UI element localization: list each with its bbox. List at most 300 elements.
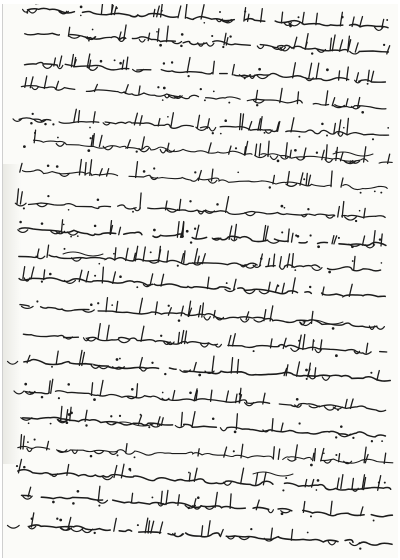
ink-stroke	[113, 272, 116, 284]
ink-dot	[188, 507, 190, 509]
ink-dot	[51, 366, 53, 368]
ink-stroke	[209, 128, 216, 131]
ink-dot	[367, 83, 369, 85]
ink-dot	[235, 147, 237, 149]
ink-stroke	[292, 254, 293, 268]
ink-stroke	[101, 4, 103, 14]
ink-dot	[341, 16, 344, 19]
ink-stroke	[207, 43, 214, 46]
ink-dot	[85, 424, 87, 426]
ink-dot	[305, 369, 308, 372]
ink-dot	[200, 88, 202, 90]
ink-dot	[23, 145, 26, 148]
ink-dot	[298, 422, 300, 424]
ink-stroke	[271, 528, 272, 539]
ink-stroke	[91, 383, 92, 396]
ink-dot	[383, 44, 385, 46]
ink-stroke	[352, 478, 353, 489]
ink-stroke	[208, 119, 210, 128]
ink-dot	[204, 99, 206, 101]
ink-stroke	[322, 150, 324, 159]
ink-dot	[150, 251, 152, 253]
ink-dot	[285, 477, 287, 479]
ink-dot	[298, 340, 300, 342]
ink-stroke	[71, 55, 73, 67]
ink-stroke	[272, 419, 273, 432]
ink-stroke	[34, 140, 393, 163]
handwritten-text-block	[3, 4, 398, 558]
ink-stroke	[28, 10, 36, 13]
ink-stroke	[72, 450, 77, 453]
ink-dot	[156, 31, 158, 33]
ink-dot	[161, 10, 163, 12]
ink-dot	[171, 61, 173, 63]
ink-dot	[63, 224, 65, 226]
ink-dot	[373, 520, 375, 522]
ink-stroke	[47, 245, 49, 257]
ink-dot	[119, 415, 121, 417]
ink-dot	[297, 235, 300, 238]
ink-stroke	[339, 71, 340, 80]
ink-dot	[213, 91, 215, 93]
ink-stroke	[212, 356, 214, 372]
ink-stroke	[228, 336, 231, 346]
ink-stroke	[8, 525, 20, 528]
ink-dot	[114, 59, 116, 61]
ink-dot	[94, 225, 97, 228]
interlinear-stroke	[253, 472, 293, 476]
manuscript-line	[18, 220, 386, 248]
ink-stroke	[292, 233, 294, 242]
ink-stroke	[71, 529, 83, 532]
ink-dot	[198, 374, 201, 377]
ink-stroke	[51, 379, 53, 393]
ink-stroke	[189, 473, 190, 481]
manuscript-line	[15, 406, 386, 442]
ink-dot	[194, 171, 196, 173]
ink-stroke	[346, 99, 348, 107]
ink-stroke	[257, 46, 263, 49]
ink-dot	[113, 253, 115, 255]
ink-stroke	[17, 189, 19, 204]
ink-stroke	[321, 449, 324, 462]
ink-dot	[119, 62, 122, 65]
ink-dot	[41, 222, 44, 225]
ink-dot	[89, 127, 91, 129]
ink-stroke	[139, 86, 140, 94]
ink-dot	[44, 123, 46, 125]
ink-stroke	[179, 199, 181, 210]
ink-dot	[203, 22, 205, 24]
ink-stroke	[377, 327, 385, 330]
ink-stroke	[303, 335, 305, 350]
ink-stroke	[300, 322, 305, 325]
ink-dot	[41, 396, 44, 399]
ink-stroke	[194, 363, 196, 372]
ink-dot	[222, 46, 224, 48]
paper-sheet	[2, 4, 398, 558]
ink-stroke	[56, 144, 64, 147]
ink-stroke	[23, 436, 24, 449]
ink-dot	[167, 116, 169, 118]
ink-stroke	[256, 473, 258, 484]
ink-dot	[309, 286, 311, 288]
ink-stroke	[136, 162, 138, 178]
ink-stroke	[229, 226, 232, 239]
ink-dot	[137, 524, 139, 526]
ink-dot	[194, 228, 196, 230]
ink-dot	[326, 68, 329, 71]
ink-stroke	[256, 500, 259, 510]
ink-stroke	[312, 311, 313, 323]
ink-dot	[24, 383, 27, 386]
ink-dot	[352, 437, 354, 439]
ink-dot	[387, 127, 389, 129]
ink-dot	[340, 425, 343, 428]
ink-dot	[379, 238, 381, 240]
ink-stroke	[114, 466, 117, 478]
ink-stroke	[255, 155, 266, 157]
ink-dot	[228, 102, 230, 104]
ink-dot	[56, 518, 58, 520]
ink-dot	[253, 350, 255, 352]
ink-dot	[355, 220, 357, 222]
ink-stroke	[339, 454, 340, 462]
ink-dot	[23, 466, 26, 469]
ink-dot	[212, 418, 215, 421]
ink-dot	[386, 19, 388, 21]
ink-dot	[310, 464, 313, 467]
ink-stroke	[86, 272, 88, 283]
ink-dot	[94, 275, 96, 277]
ink-dot	[359, 547, 361, 549]
ink-stroke	[280, 257, 282, 267]
ink-dot	[281, 205, 284, 208]
ink-dot	[148, 426, 150, 428]
ink-stroke	[125, 85, 128, 94]
ink-stroke	[248, 14, 249, 21]
ink-stroke	[332, 236, 334, 244]
ink-stroke	[195, 249, 198, 264]
ink-stroke	[22, 306, 34, 308]
ink-dot	[372, 138, 374, 140]
ink-stroke	[226, 391, 228, 402]
ink-stroke	[21, 86, 386, 109]
ink-stroke	[282, 283, 284, 293]
ink-stroke	[23, 9, 30, 12]
ink-dot	[52, 123, 54, 125]
ink-stroke	[355, 43, 358, 52]
ink-dot	[264, 132, 266, 134]
ink-stroke	[107, 325, 109, 339]
ink-stroke	[241, 468, 244, 484]
ink-stroke	[281, 423, 283, 431]
manuscript-line	[14, 379, 386, 411]
ink-stroke	[220, 530, 223, 537]
ink-stroke	[182, 254, 184, 263]
ink-dot	[381, 262, 383, 264]
ink-stroke	[175, 426, 184, 428]
ink-dot	[311, 52, 313, 54]
ink-dot	[64, 248, 66, 250]
ink-stroke	[366, 343, 368, 352]
ink-stroke	[312, 268, 322, 271]
ink-stroke	[288, 229, 289, 242]
ink-dot	[211, 35, 213, 37]
ink-stroke	[373, 231, 375, 246]
ink-dot	[384, 482, 386, 484]
ink-dot	[80, 15, 82, 17]
ink-dot	[162, 99, 164, 101]
ink-dot	[110, 415, 112, 417]
ink-dot	[277, 160, 280, 163]
ink-stroke	[281, 157, 289, 159]
ink-dot	[380, 192, 382, 194]
ink-dot	[310, 515, 312, 517]
ink-dot	[316, 152, 318, 154]
manuscript-line	[20, 160, 387, 194]
ink-stroke	[291, 529, 292, 540]
ink-dot	[90, 137, 92, 139]
ink-dot	[28, 422, 30, 424]
ink-stroke	[140, 193, 141, 209]
ink-dot	[153, 167, 155, 169]
ink-stroke	[287, 172, 289, 185]
manuscript-line	[9, 435, 393, 467]
ink-dot	[98, 263, 100, 265]
manuscript-line	[13, 109, 389, 140]
ink-stroke	[9, 446, 393, 463]
ink-dot	[338, 237, 340, 239]
ink-stroke	[347, 67, 349, 81]
ink-stroke	[148, 33, 149, 41]
ink-stroke	[119, 340, 130, 343]
ink-dot	[298, 136, 300, 138]
ink-stroke	[371, 71, 373, 81]
ink-stroke	[340, 12, 342, 26]
ink-dot	[163, 87, 166, 90]
ink-stroke	[19, 278, 385, 297]
ink-dot	[67, 383, 70, 386]
ink-dot	[306, 378, 308, 380]
ink-stroke	[139, 298, 142, 313]
ink-stroke	[226, 197, 229, 213]
ink-dot	[111, 304, 113, 306]
ink-stroke	[208, 143, 211, 153]
ink-stroke	[286, 143, 288, 158]
manuscript-line	[14, 25, 389, 55]
ink-dot	[381, 440, 383, 442]
ink-stroke	[202, 526, 203, 536]
ink-stroke	[116, 301, 118, 312]
ink-stroke	[270, 156, 277, 160]
ink-dot	[197, 496, 200, 499]
ink-dot	[119, 275, 122, 278]
ink-dot	[50, 423, 52, 425]
ink-stroke	[20, 163, 22, 172]
ink-stroke	[165, 95, 170, 98]
ink-stroke	[278, 449, 279, 459]
ink-stroke	[178, 495, 179, 506]
ink-stroke	[78, 111, 79, 123]
ink-stroke	[28, 8, 389, 27]
ink-dot	[49, 273, 52, 276]
ink-stroke	[145, 518, 148, 533]
ink-stroke	[199, 306, 201, 317]
ink-stroke	[20, 192, 22, 204]
ink-stroke	[273, 175, 275, 184]
ink-dot	[68, 209, 70, 211]
ink-stroke	[27, 448, 32, 451]
ink-dot	[234, 431, 237, 434]
ink-stroke	[280, 88, 282, 102]
ink-stroke	[232, 65, 234, 75]
ink-stroke	[126, 248, 128, 260]
ink-dot	[159, 44, 162, 47]
ink-dot	[298, 16, 300, 18]
ink-stroke	[345, 217, 357, 220]
ink-dot	[294, 269, 296, 271]
ink-dot	[177, 265, 179, 267]
ink-dot	[317, 245, 320, 248]
ink-stroke	[345, 399, 347, 408]
ink-stroke	[114, 518, 117, 531]
interlinear-stroke	[333, 152, 373, 156]
ink-stroke	[187, 58, 190, 73]
ink-stroke	[197, 115, 199, 127]
ink-stroke	[37, 249, 39, 257]
ink-dot	[313, 340, 315, 342]
ink-dot	[219, 11, 221, 13]
ink-stroke	[31, 267, 34, 279]
ink-stroke	[204, 317, 210, 320]
ink-stroke	[305, 34, 308, 50]
ink-dot	[163, 62, 165, 64]
ink-dot	[32, 113, 34, 115]
ink-stroke	[220, 428, 227, 431]
ink-stroke	[90, 160, 92, 176]
ink-dot	[100, 60, 103, 63]
ink-dot	[233, 450, 235, 452]
ink-stroke	[255, 144, 256, 156]
ink-stroke	[19, 255, 381, 271]
ink-stroke	[249, 122, 252, 130]
ink-stroke	[18, 470, 391, 490]
ink-dot	[162, 392, 164, 394]
ink-dot	[70, 236, 72, 238]
ink-stroke	[201, 344, 209, 347]
ink-stroke	[69, 36, 80, 38]
ink-stroke	[119, 227, 121, 234]
ink-stroke	[143, 247, 145, 261]
ink-stroke	[314, 449, 315, 461]
ink-stroke	[154, 9, 155, 16]
ink-dot	[134, 456, 136, 458]
ink-dot	[119, 358, 121, 360]
ink-stroke	[173, 391, 175, 400]
ink-stroke	[22, 495, 393, 516]
ink-stroke	[313, 453, 314, 460]
ink-stroke	[14, 391, 24, 394]
ink-dot	[277, 285, 279, 287]
ink-stroke	[322, 377, 329, 380]
ink-stroke	[233, 334, 236, 346]
ink-stroke	[107, 169, 109, 176]
ink-stroke	[341, 152, 344, 161]
ink-dot	[117, 454, 119, 456]
ink-dot	[19, 221, 22, 224]
ink-stroke	[23, 334, 386, 354]
ink-stroke	[300, 173, 303, 185]
ink-stroke	[8, 361, 18, 364]
ink-dot	[224, 119, 227, 122]
ink-stroke	[43, 65, 52, 69]
ink-stroke	[297, 92, 298, 104]
ink-dot	[294, 149, 297, 152]
ink-stroke	[8, 305, 377, 328]
ink-dot	[359, 210, 361, 212]
ink-stroke	[207, 277, 209, 289]
manuscript-line	[19, 245, 382, 273]
ink-dot	[77, 235, 79, 237]
ink-stroke	[365, 455, 368, 463]
ink-stroke	[192, 412, 195, 427]
ink-dot	[31, 517, 33, 519]
ink-stroke	[115, 248, 116, 260]
ink-stroke	[22, 525, 392, 545]
ink-dot	[136, 150, 138, 152]
ink-dot	[92, 29, 94, 31]
ink-stroke	[100, 380, 103, 395]
ink-stroke	[259, 291, 269, 294]
ink-stroke	[350, 543, 360, 546]
ink-stroke	[273, 447, 274, 459]
ink-dot	[256, 104, 258, 106]
ink-stroke	[184, 251, 185, 263]
ink-stroke	[171, 113, 173, 127]
ink-stroke	[196, 225, 199, 238]
ink-stroke	[350, 51, 360, 54]
manuscript-line	[23, 130, 392, 164]
ink-stroke	[337, 478, 339, 488]
ink-stroke	[299, 335, 302, 349]
manuscript-line	[23, 4, 389, 30]
ink-stroke	[56, 351, 58, 364]
ink-stroke	[260, 254, 263, 266]
ink-stroke	[230, 494, 231, 508]
ink-stroke	[363, 236, 365, 245]
ink-stroke	[326, 216, 334, 218]
ink-dot	[66, 421, 69, 424]
ink-stroke	[286, 365, 288, 376]
ink-stroke	[356, 73, 358, 81]
ink-dot	[282, 489, 284, 491]
ink-stroke	[25, 62, 386, 82]
ink-stroke	[254, 101, 264, 103]
ink-stroke	[302, 12, 304, 24]
ink-stroke	[338, 207, 340, 218]
ink-stroke	[103, 123, 110, 125]
ink-dot	[307, 532, 309, 534]
ink-dot	[189, 391, 192, 394]
ink-stroke	[332, 35, 335, 51]
ink-stroke	[61, 406, 62, 420]
ink-dot	[370, 372, 372, 374]
manuscript-line	[8, 298, 384, 330]
ink-stroke	[127, 140, 130, 148]
ink-dot	[351, 245, 354, 248]
ink-dot	[284, 207, 286, 209]
